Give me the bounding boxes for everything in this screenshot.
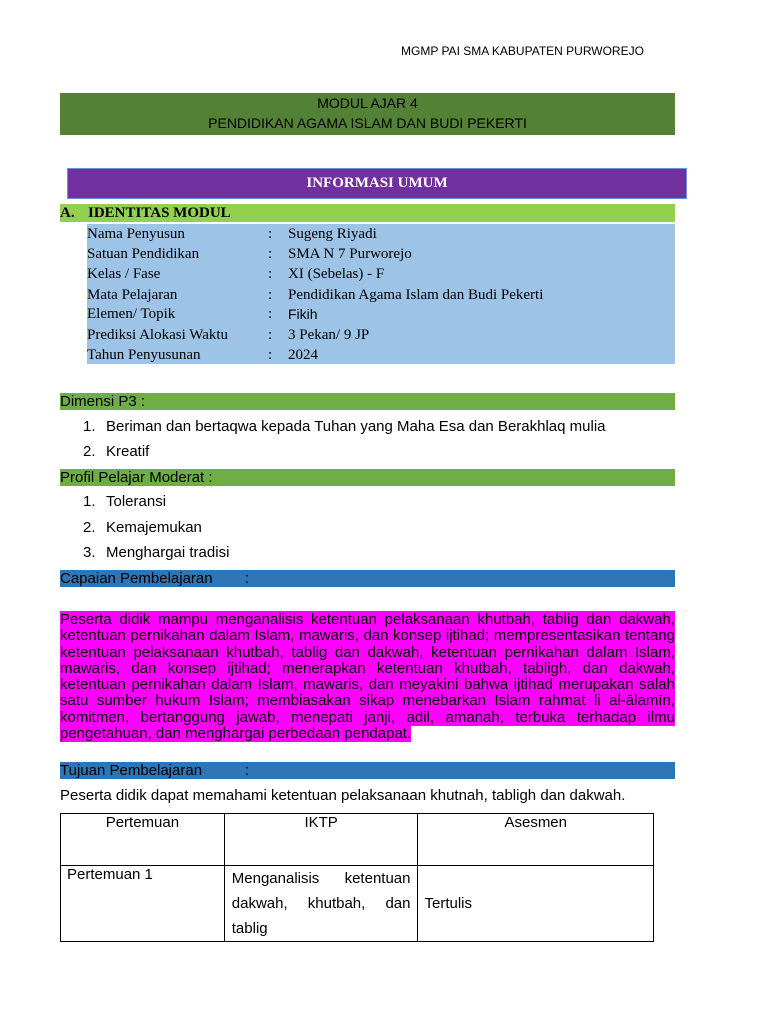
identity-value: XI (Sebelas) - F [288, 266, 385, 282]
identity-label: Prediksi Alokasi Waktu [87, 327, 229, 343]
list-item [83, 493, 166, 510]
list-text: Kreatif [106, 443, 150, 460]
table-header-cell: Asesmen [418, 814, 654, 866]
module-title-band [60, 93, 675, 135]
table-header-row [61, 814, 654, 866]
section-letter: A. [60, 205, 75, 221]
list-text: Menghargai tradisi [106, 544, 230, 561]
table-row [61, 866, 654, 942]
list-text: Kemajemukan [106, 519, 202, 536]
module-title-line1: MODUL AJAR 4 [317, 95, 418, 111]
identity-value: SMA N 7 Purworejo [288, 246, 412, 262]
identity-label: Mata Pelajaran [87, 287, 178, 303]
informasi-umum-heading: INFORMASI UMUM [67, 168, 687, 199]
section-colon: : [245, 570, 250, 587]
capaian-pembelajaran-heading [60, 570, 675, 587]
identity-value: Fikih [288, 306, 318, 322]
list-number: 1. [83, 418, 96, 435]
identity-value: Sugeng Riyadi [288, 226, 377, 242]
list-text: Beriman dan bertaqwa kepada Tuhan yang Maha Esa dan Berakhlaq mulia [106, 418, 606, 435]
identitas-modul-table [87, 224, 675, 364]
identity-separator: : [268, 266, 273, 282]
assessment-table [60, 813, 654, 942]
identity-label: Satuan Pendidikan [87, 246, 200, 262]
list-number: 1. [83, 493, 96, 510]
identity-label: Elemen/ Topik [87, 306, 176, 322]
list-text: Toleransi [106, 493, 167, 510]
section-colon: : [245, 762, 250, 779]
asesmen-cell: Tertulis [418, 866, 654, 942]
identity-separator: : [268, 347, 273, 363]
module-title-line2: PENDIDIKAN AGAMA ISLAM DAN BUDI PEKERTI [208, 115, 527, 131]
iktp-cell: Menganalisis ketentuan dakwah, khutbah, dan tablig [224, 866, 418, 942]
identity-separator: : [268, 226, 273, 242]
list-number: 2. [83, 519, 96, 536]
section-title: Tujuan Pembelajaran [60, 762, 203, 779]
section-title: Capaian Pembelajaran [60, 570, 213, 587]
list-item [83, 443, 149, 460]
profil-pelajar-heading: Profil Pelajar Moderat : [60, 469, 675, 486]
list-item [83, 519, 202, 536]
identity-separator: : [268, 246, 273, 262]
identity-separator: : [268, 306, 273, 322]
identity-separator: : [268, 327, 273, 343]
highlighted-paragraph: Peserta didik mampu menganalisis ketentuan pelaksanaan khutbah, tablig dan dakwah, ketentuan pernikahan dalam Islam, mawaris, dan konsep ijtihad; mempresentasikan tentang ketentuan pelaksanaan khutbah, tablig dan dakwah, ketentuan pernikahan dalam Islam, mawaris, dan konsep ijtihad; menerapkan ketentuan khutbah, tabligh, dan dakwah, ketentuan pernikahan dalam Islam, mawaris, dan meyakini bahwa ijtihad merupakan salah satu sumber hukum Islam; membiasakan sikap menebarkan Islam rahmat li al-ālamīn, komitmen, bertanggung jawab, menepati janji, adil, amanah, terbuka terhadap ilmu pengetahuan, dan menghargai perbedaan pendapat. [60, 611, 675, 743]
identity-value: Pendidikan Agama Islam dan Budi Pekerti [288, 287, 544, 303]
capaian-pembelajaran-text [60, 612, 675, 742]
document-header: MGMP PAI SMA KABUPATEN PURWOREJO [401, 44, 644, 58]
table-header-cell: IKTP [224, 814, 418, 866]
identity-separator: : [268, 287, 273, 303]
dimensi-p3-heading: Dimensi P3 : [60, 393, 675, 410]
pertemuan-cell: Pertemuan 1 [61, 866, 225, 942]
list-item [83, 544, 229, 561]
section-title: IDENTITAS MODUL [88, 205, 231, 221]
identity-label: Tahun Penyusunan [87, 347, 201, 363]
identity-value: 2024 [288, 347, 318, 363]
tujuan-pembelajaran-heading [60, 762, 675, 779]
tujuan-pembelajaran-text: Peserta didik dapat memahami ketentuan pelaksanaan khutnah, tabligh dan dakwah. [60, 787, 626, 804]
list-item [83, 418, 606, 435]
table-header-cell: Pertemuan [61, 814, 225, 866]
list-number: 3. [83, 544, 96, 561]
list-number: 2. [83, 443, 96, 460]
identity-label: Kelas / Fase [87, 266, 161, 282]
identity-value: 3 Pekan/ 9 JP [288, 327, 370, 343]
identitas-modul-heading [60, 204, 675, 222]
identity-label: Nama Penyusun [87, 226, 185, 242]
